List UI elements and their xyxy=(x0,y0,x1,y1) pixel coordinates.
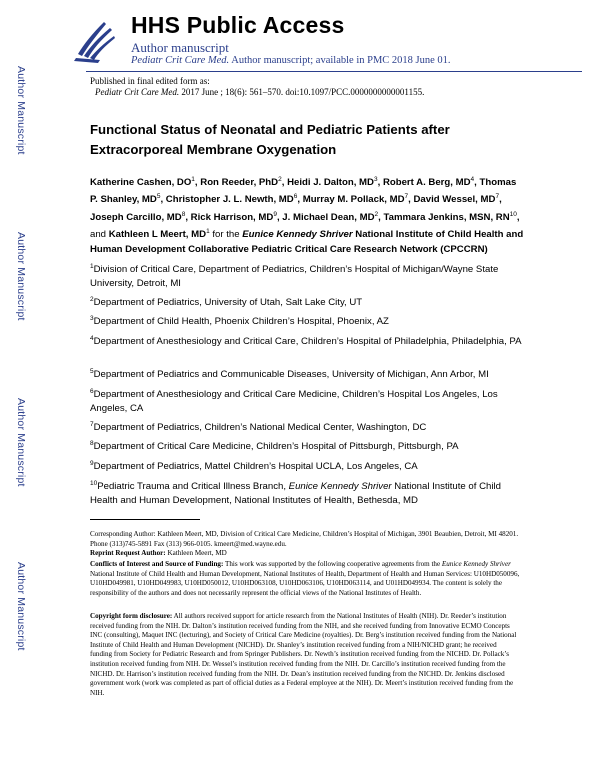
affiliation: $^1$Division of Critical Care, Department of Pediatrics, Children’s Hospital of Michigan/Wayne State University, Detroit, MI xyxy=(90,263,499,290)
author-name: Christopher J. L. Newth, MD xyxy=(165,194,294,206)
affiliation: $^9$Department of Pediatrics, Mattel Children’s Hospital UCLA, Los Angeles, CA xyxy=(90,460,418,473)
affiliation: $^8$Department of Critical Care Medicine, Children’s Hospital of Pittsburgh, Pittsburgh, PA xyxy=(90,440,459,453)
header-citation xyxy=(131,55,451,66)
affiliation: $^4$Department of Anesthesiology and Critical Care, Children’s Hospital of Philadelphia, Philadelphia, PA xyxy=(90,335,522,348)
author-name: Joseph Carcillo, MD xyxy=(90,212,182,224)
published-journal: Pediatr Crit Care Med. xyxy=(95,87,180,97)
published-citation-text: 2017 June ; 18(6): 561–570. doi:10.1097/PCC.0000000000001155. xyxy=(181,87,425,97)
author-name: Murray M. Pollack, MD xyxy=(302,194,405,206)
affiliation: $^7$Department of Pediatrics, Children’s National Medical Center, Washington, DC xyxy=(90,421,427,434)
affiliation: $^5$Department of Pediatrics and Communicable Diseases, University of Michigan, Ann Arbor, MI xyxy=(90,368,489,381)
author-name: David Wessel, MD xyxy=(413,194,496,206)
sidebar-author-manuscript-1: Author Manuscript xyxy=(15,66,27,155)
affiliation: $^{10}$Pediatric Trauma and Critical Illness Branch, Eunice Kennedy Shriver National Institute of Child Health and Human Development, National Institutes of Health, Bethesda, MD xyxy=(90,480,501,507)
author-name: Ron Reeder, PhD xyxy=(200,177,279,189)
affiliation: $^3$Department of Child Health, Phoenix Children’s Hospital, Phoenix, AZ xyxy=(90,315,389,328)
author-name: Thomas P. Shanley, MD xyxy=(90,177,517,206)
published-citation xyxy=(95,87,424,97)
header-journal[interactable]: Pediatr Crit Care Med. xyxy=(131,55,230,66)
hhs-eagle-logo-icon xyxy=(70,14,122,66)
author-name: J. Michael Dean, MD xyxy=(282,212,375,224)
published-intro: Published in final edited form as: xyxy=(90,76,210,86)
network-name: National Institute of Child Health and Human Development Collaborative Pediatric Critical Care Research Network (CPCCRN) xyxy=(90,229,524,255)
author-name: Robert A. Berg, MD xyxy=(382,177,471,189)
article-title-line2: Extracorporeal Membrane Oxygenation xyxy=(90,142,337,157)
author-manuscript-label: Author manuscript xyxy=(131,40,229,55)
network-italic: Eunice Kennedy Shriver xyxy=(242,229,353,241)
footnote-corresponding: Corresponding Author: Kathleen Meert, MD, Division of Critical Care Medicine, Children’s Hospital of Michigan, 3901 Beaubien, Detroit, MI 48201. Phone (313)745-5891 Fax (313) 966-0105. kmeert@med.wayne.edu. xyxy=(90,530,519,548)
header-availability: Author manuscript; available in PMC 2018 June 01. xyxy=(231,55,451,66)
article-title xyxy=(90,120,510,160)
footnote-divider xyxy=(90,519,200,520)
author-name: Katherine Cashen, DO xyxy=(90,177,192,189)
sidebar-author-manuscript-3: Author Manuscript xyxy=(15,398,27,487)
affiliation: $^2$Department of Pediatrics, University of Utah, Salt Lake City, UT xyxy=(90,296,363,309)
header-divider xyxy=(86,71,582,72)
author-name: Kathleen L Meert, MD xyxy=(108,229,207,241)
footnote-copyright: Copyright form disclosure: All authors received support for article research from the National Institutes of Health (NIH). Dr. Reeder’s institution received funding from the NIH. Dr. Dalton’s institution received funding from the NIH, and she received funding from Innovative ECMO Concepts INC (consulting), Maquet INC (lecturing), and Society of Critical Care Medicine (royalties). Dr. Berg’s institution received funding from the National Institute of Child Health and Human Development (NICHD). Dr. Shanley’s institution received funding from a NIH/NICHD grant; he received funding from Society for Pediatric Research and from Springer Publishers. Dr. Newth’s institution received funding from the NICHD. Dr. Pollack’s institution received funding from NIH. Dr. Wessel’s institution received funding from the NIH. Dr. Carcillo’s institution received funding from the NICHD. Dr. Harrison’s institution received funding from the NIH. Dr. Dean’s institution received funding from the NICHD. Dr. Jenkins disclosed government work (work was completed as part of official duties as a Federal employee at the NIH). Dr. Meert’s institution received funding from the NIH. xyxy=(90,612,517,697)
affiliation: $^6$Department of Anesthesiology and Critical Care Medicine, Children’s Hospital Los Angeles, Los Angeles, CA xyxy=(90,388,498,415)
author-list: Katherine Cashen, $DO^1$, Ron Reeder, PhD$^2$, Heidi J. Dalton, $MD^3$, Robert A. Berg, $MD^4$, Thomas P. Shanley, $MD^5$, Christopher J. L. Newth, $MD^6$, Murray M. Pollack, $MD^7$, David Wessel, $MD^7$, Joseph Carcillo, $MD^8$, Rick Harrison, $MD^9$, J. Michael Dean, $MD^2$, Tammara Jenkins, MSN, RN$^{10}$, and Kathleen L Meert, $MD^1$ for the Eunice Kennedy Shriver National Institute of Child Health and Human Development Collaborative Pediatric Critical Care Research Network (CPCCRN) xyxy=(90,176,524,255)
footnote-reprint: Reprint Request Author: Kathleen Meert, MD xyxy=(90,549,227,557)
sidebar-author-manuscript-2: Author Manuscript xyxy=(15,232,27,321)
footnote-funding: Conflicts of Interest and Source of Funding: This work was supported by the following cooperative agreements from the Eunice Kennedy Shriver National Institute of Child Health and Human Development, National Institutes of Health, Department of Health and Human Services: U10HD050096, U10HD049981, U10HD049983, U10HD050012, U10HD063108, U10HD063106, U10HD063114, and U01HD049934. The content is solely the responsibility of the authors and does not necessarily represent the official views of the National Institutes of Health. xyxy=(90,560,520,597)
author-name: Tammara Jenkins, MSN, RN xyxy=(383,212,510,224)
author-name: Rick Harrison, MD xyxy=(190,212,274,224)
hhs-public-access-title: HHS Public Access xyxy=(131,12,345,38)
author-name: Heidi J. Dalton, MD xyxy=(287,177,374,189)
sidebar-author-manuscript-4: Author Manuscript xyxy=(15,562,27,651)
article-title-line1: Functional Status of Neonatal and Pediatric Patients after xyxy=(90,122,450,137)
